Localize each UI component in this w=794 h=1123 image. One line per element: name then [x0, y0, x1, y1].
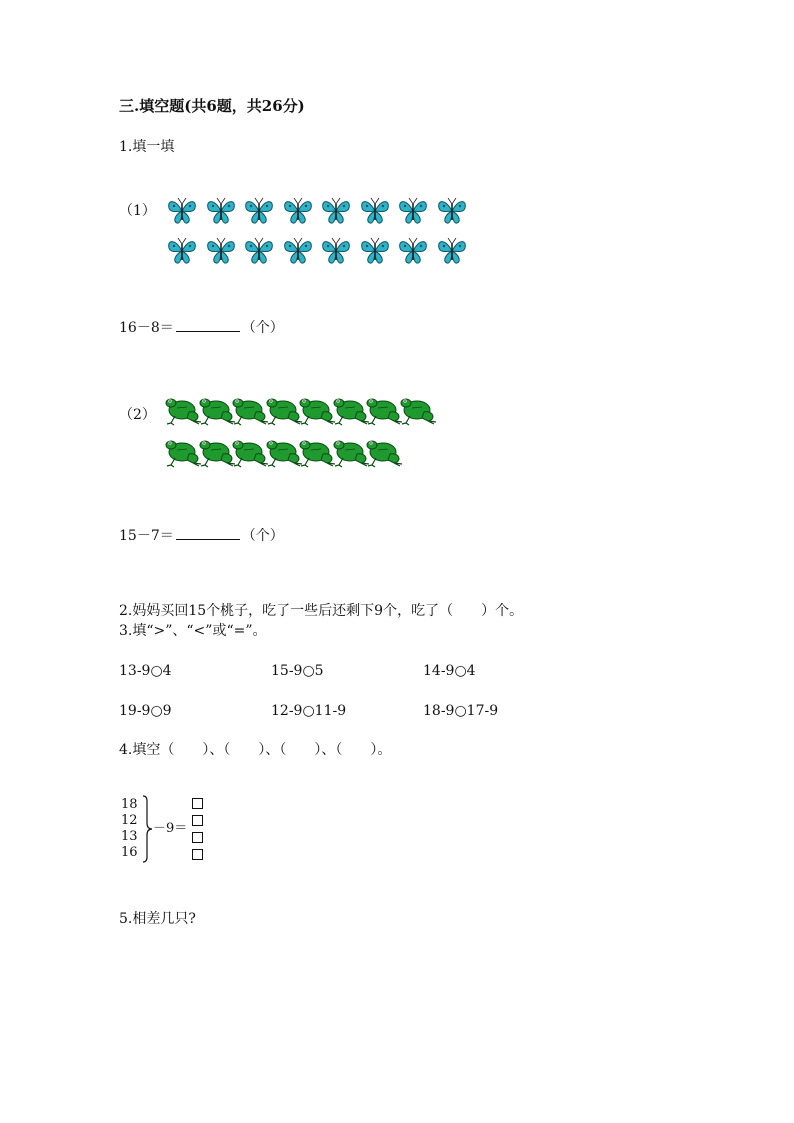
compare-item: 13-9○4 — [119, 663, 172, 679]
frog-icon — [299, 436, 337, 468]
part-2-equation-row — [119, 526, 284, 545]
question-1-title: 1.填一填 — [119, 139, 175, 155]
frog-icon — [232, 394, 270, 426]
number-item: 16 — [121, 845, 138, 860]
butterfly-icon — [204, 236, 238, 266]
part-1-unit: （个） — [241, 320, 284, 336]
number-item: 18 — [121, 797, 138, 812]
frog-icon — [199, 436, 237, 468]
question-2: 2.妈妈买回15个桃子，吃了一些后还剩下9个，吃了（ ）个。 — [119, 603, 524, 619]
butterfly-icon — [165, 236, 199, 266]
frog-icon — [165, 394, 203, 426]
butterflies-picture — [163, 192, 475, 274]
frog-icon — [165, 436, 203, 468]
question-4-title: 4.填空（ ）、（ ）、（ ）、（ ）。 — [119, 742, 392, 758]
part-2-label: （2） — [119, 407, 156, 423]
part-2-equation: 15－7＝ — [119, 528, 174, 544]
number-list — [121, 797, 138, 861]
butterfly-icon — [204, 196, 238, 226]
number-item: 13 — [121, 829, 138, 844]
frog-icon — [266, 394, 304, 426]
butterfly-icon — [242, 196, 276, 226]
curly-brace-icon — [141, 795, 153, 863]
question-3-title: 3.填“>”、“<”或“=”。 — [119, 623, 267, 639]
frog-icon — [199, 394, 237, 426]
frog-icon — [299, 394, 337, 426]
butterfly-icon — [358, 196, 392, 226]
answer-box[interactable] — [192, 849, 203, 860]
part-1-label: （1） — [119, 203, 156, 219]
butterfly-icon — [358, 236, 392, 266]
butterfly-icon — [281, 236, 315, 266]
operation-text: －9＝ — [153, 821, 188, 836]
part-1-equation-row — [119, 318, 284, 337]
butterfly-icon — [396, 236, 430, 266]
frogs-picture — [163, 392, 438, 482]
butterfly-icon — [281, 196, 315, 226]
frog-icon — [232, 436, 270, 468]
compare-item: 15-9○5 — [271, 663, 324, 679]
answer-box[interactable] — [192, 798, 203, 809]
answer-box[interactable] — [192, 832, 203, 843]
part-2-unit: （个） — [241, 528, 284, 544]
butterfly-icon — [435, 236, 469, 266]
frog-icon — [366, 436, 404, 468]
section-title: 三.填空题(共6题，共26分) — [119, 97, 305, 115]
butterfly-icon — [242, 236, 276, 266]
butterfly-icon — [396, 196, 430, 226]
number-item: 12 — [121, 813, 138, 828]
compare-item: 14-9○4 — [423, 663, 476, 679]
answer-box[interactable] — [192, 815, 203, 826]
frog-icon — [333, 394, 371, 426]
compare-item: 19-9○9 — [119, 703, 172, 719]
butterfly-icon — [319, 236, 353, 266]
butterfly-icon — [319, 196, 353, 226]
compare-item: 18-9○17-9 — [423, 703, 499, 719]
answer-blank[interactable] — [176, 318, 240, 332]
frog-icon — [333, 436, 371, 468]
frog-icon — [400, 394, 438, 426]
part-1-equation: 16－8＝ — [119, 320, 174, 336]
compare-item: 12-9○11-9 — [271, 703, 347, 719]
butterfly-icon — [165, 196, 199, 226]
frog-icon — [266, 436, 304, 468]
butterfly-icon — [435, 196, 469, 226]
question-5-title: 5.相差几只? — [119, 911, 196, 927]
answer-blank[interactable] — [176, 526, 240, 540]
frog-icon — [366, 394, 404, 426]
